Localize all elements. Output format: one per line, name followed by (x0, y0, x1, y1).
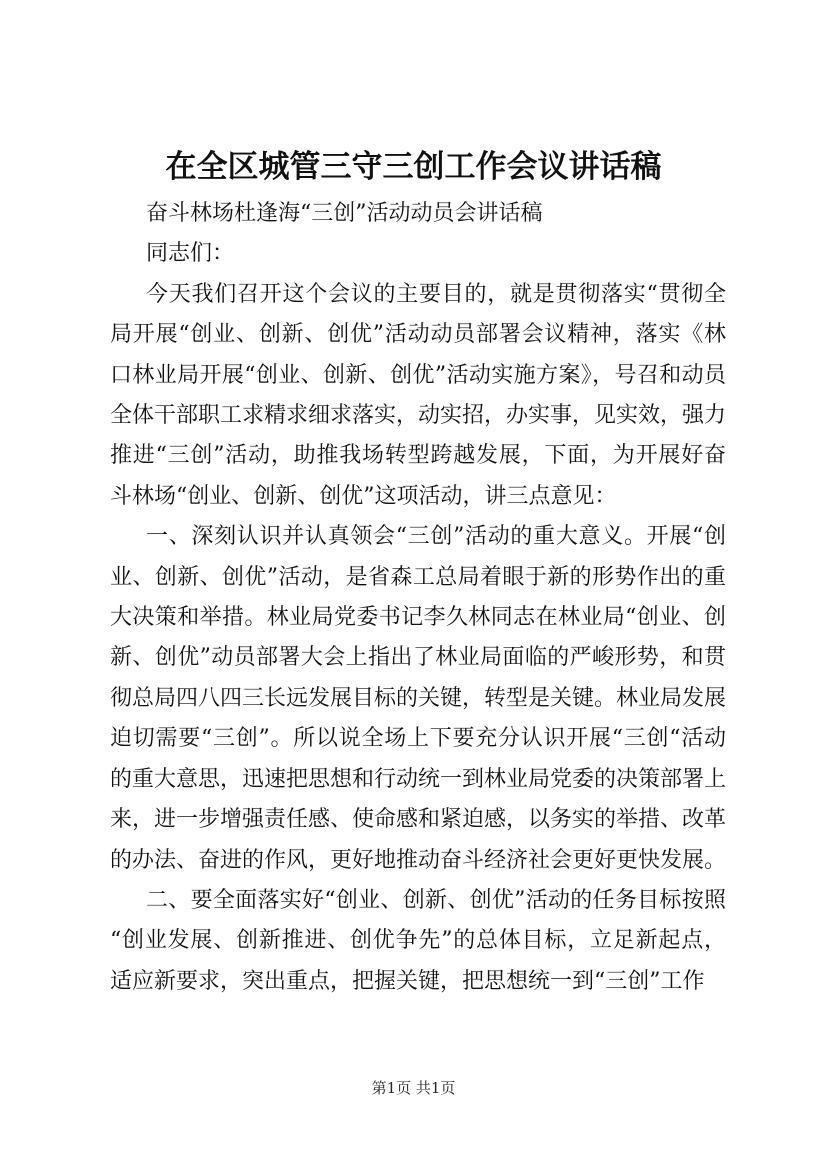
document-title: 在全区城管三守三创工作会议讲话稿 (165, 149, 662, 185)
page-number-footer: 第1页 共1页 (371, 1079, 456, 1097)
salutation-paragraph: 同志们： (146, 241, 235, 267)
subtitle-paragraph: 奋斗林场杜逢海“三创”活动动员会讲话稿 (146, 201, 543, 226)
document-body (110, 194, 726, 1002)
body-paragraph: 二、要全面落实好“创业、创新、创优”活动的任务目标按照“创业发展、创新推进、创优争先”的总体目标，立足新起点，适应新要求，突出重点，把握关键，把思想统一到“三创”工作 (110, 887, 726, 994)
body-paragraph: 今天我们召开这个会议的主要目的，就是贯彻落实“贯彻全局开展“创业、创新、创优”活动动员部署会议精神，落实《林口林业局开展“创业、创新、创优”活动实施方案》，号召和动员全体干部职工求精求细求落实，动实招，办实事，见实效，强力推进“三创”活动，助推我场转型跨越发展，下面，为开展好奋斗林场“创业、创新、创优”这项活动，讲三点意见： (110, 281, 727, 509)
body-paragraph: 一、深刻认识并认真领会“三创”活动的重大意义。开展“创业、创新、创优”活动，是省森工总局着眼于新的形势作出的重大决策和举措。林业局党委书记李久林同志在林业局“创业、创新、创优”动员部署大会上指出了林业局面临的严峻形势，和贯彻总局四八四三长远发展目标的关键，转型是关键。林业局发展迫切需要“三创”。所以说全场上下要充分认识开展“三创“活动的重大意思，迅速把思想和行动统一到林业局党委的决策部署上来，进一步增强责任感、使命感和紧迫感，以务实的举措、改革的办法、奋进的作风，更好地推动奋斗经济社会更好更快发展。 (110, 524, 727, 873)
